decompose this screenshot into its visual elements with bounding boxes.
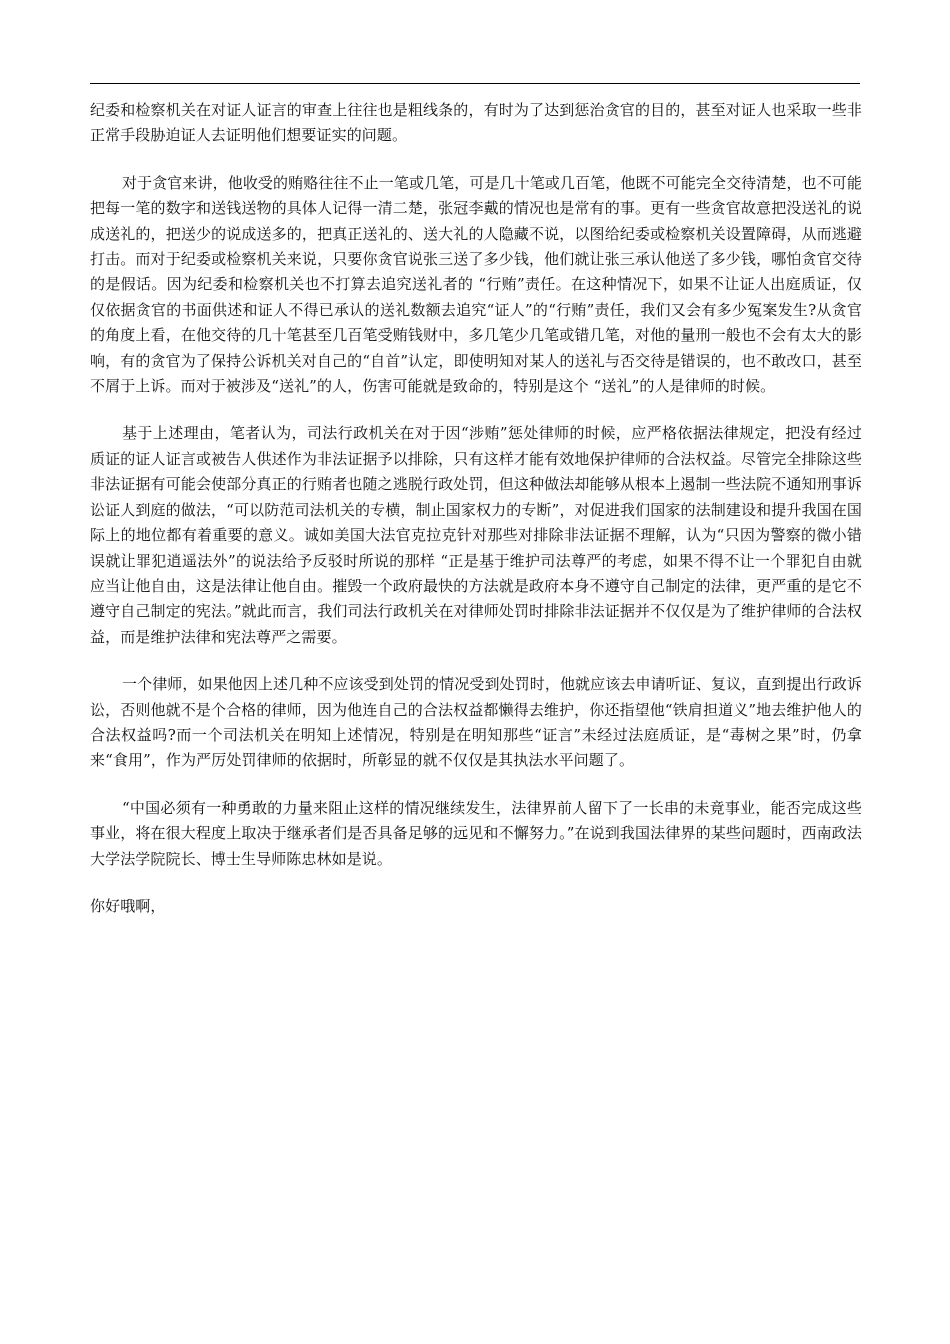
document-body	[90, 98, 862, 941]
paragraph-4: 一个律师，如果他因上述几种不应该受到处罚的情况受到处罚时，他就应该去申请听证、复议，直到提出行政诉讼，否则他就不是个合格的律师，因为他连自己的合法权益都懒得去维护，你还指望他“铁肩担道义”地去维护他人的合法权益吗?而一个司法机关在明知上述情况，特别是在明知那些“证言”未经过法庭质证，是“毒树之果”时，仍拿来“食用”，作为严厉处罚律师的依据时，所彰显的就不仅仅是其执法水平问题了。	[90, 675, 862, 770]
paragraph-6: 你好哦啊，	[90, 896, 166, 915]
paragraph-2: 对于贪官来讲，他收受的贿赂往往不止一笔或几笔，可是几十笔或几百笔，他既不可能完全交待清楚，也不可能把每一笔的数字和送钱送物的具体人记得一清二楚，张冠李戴的情况也是常有的事。更有一些贪官故意把没送礼的说成送礼的，把送少的说成送多的，把真正送礼的、送大礼的人隐藏不说，以图给纪委或检察机关设置障碍，从而逃避打击。而对于纪委或检察机关来说，只要你贪官说张三送了多少钱，他们就让张三承认他送了多少钱，哪怕贪官交待的是假话。因为纪委和检察机关也不打算去追究送礼者的 “行贿”责任。在这种情况下，如果不让证人出庭质证，仅仅依据贪官的书面供述和证人不得已承认的送礼数额去追究“证人”的“行贿”责任，我们又会有多少冤案发生?从贪官的角度上看，在他交待的几十笔甚至几百笔受贿钱财中，多几笔少几笔或错几笔，对他的量刑一般也不会有太大的影响，有的贪官为了保持公诉机关对自己的“自首”认定，即使明知对某人的送礼与否交待是错误的，也不敢改口，甚至不屑于上诉。而对于被涉及“送礼”的人，伤害可能就是致命的，特别是这个 “送礼”的人是律师的时候。	[90, 173, 862, 396]
header-rule	[90, 83, 860, 84]
paragraph-3: 基于上述理由，笔者认为，司法行政机关在对于因“涉贿”惩处律师的时候，应严格依据法律规定，把没有经过质证的证人证言或被告人供述作为非法证据予以排除，只有这样才能有效地保护律师的合法权益。尽管完全排除这些非法证据有可能会使部分真正的行贿者也随之逃脱行政处罚，但这种做法却能够从根本上遏制一些法院不通知刑事诉讼证人到庭的做法，“可以防范司法机关的专横，制止国家权力的专断”，对促进我们国家的法制建设和提升我国在国际上的地位都有着重要的意义。诚如美国大法官克拉克针对那些对排除非法证据不理解，认为“只因为警察的微小错误就让罪犯逍遥法外”的说法给予反驳时所说的那样 “正是基于维护司法尊严的考虑，如果不得不让一个罪犯自由就应当让他自由，这是法律让他自由。摧毁一个政府最快的方法就是政府本身不遵守自己制定的法律，更严重的是它不遵守自己制定的宪法。”就此而言，我们司法行政机关在对律师处罚时排除非法证据并不仅仅是为了维护律师的合法权益，而是维护法律和宪法尊严之需要。	[90, 424, 862, 646]
paragraph-5: “中国必须有一种勇敢的力量来阻止这样的情况继续发生，法律界前人留下了一长串的未竟事业，能否完成这些事业，将在很大程度上取决于继承者们是否具备足够的远见和不懈努力。”在说到我国法律界的某些问题时，西南政法大学法学院院长、博士生导师陈忠林如是说。	[90, 798, 862, 868]
paragraph-1: 纪委和检察机关在对证人证言的审查上往往也是粗线条的，有时为了达到惩治贪官的目的，甚至对证人也采取一些非正常手段胁迫证人去证明他们想要证实的问题。	[90, 101, 862, 145]
